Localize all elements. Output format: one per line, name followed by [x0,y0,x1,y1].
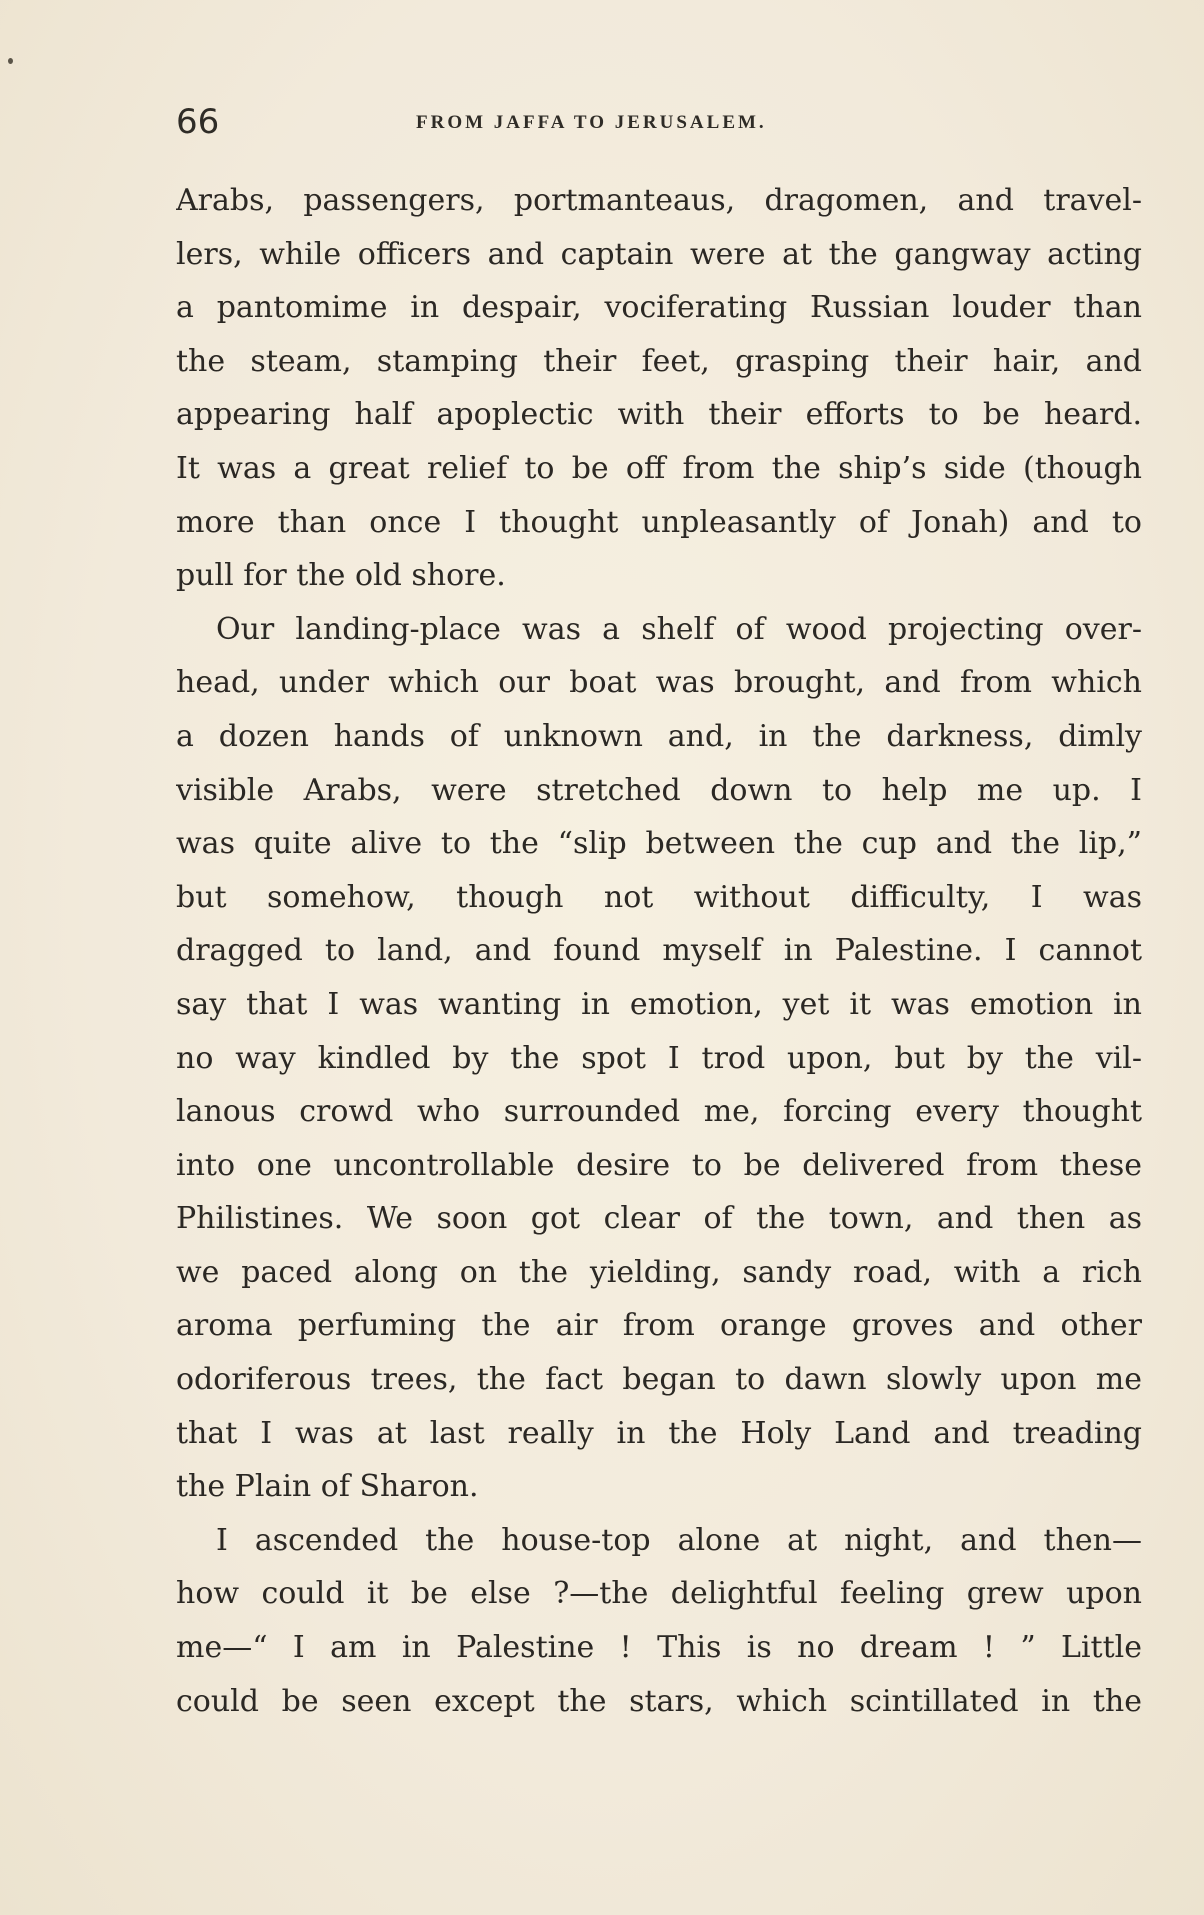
page-header [176,100,1142,144]
text-line: a dozen hands of unknown and, in the darkness, dimly [176,718,1142,754]
text-line: aroma perfuming the air from orange groves and other [176,1308,1142,1344]
ink-speck [8,58,13,64]
text-line: we paced along on the yielding, sandy road, with a rich [176,1254,1142,1290]
text-line: me—“ I am in Palestine ! This is no dream ! ” Little [176,1630,1142,1666]
text-line: head, under which our boat was brought, and from which [176,665,1142,701]
text-line: into one uncontrollable desire to be delivered from these [176,1147,1142,1183]
text-line: lers, while officers and captain were at the gangway acting [176,236,1142,272]
text-line: Arabs, passengers, portmanteaus, dragomen, and travel- [176,183,1142,218]
text-line: It was a great relief to be off from the ship’s side (though [176,450,1142,486]
text-line: could be seen except the stars, which scintillated in the [176,1683,1142,1719]
text-line: odoriferous trees, the fact began to dawn slowly upon me [176,1362,1142,1398]
text-line: lanous crowd who surrounded me, forcing every thought [176,1094,1142,1130]
text-line: the Plain of Sharon. [176,1469,479,1505]
page-number: 66 [176,102,220,142]
text-line: visible Arabs, were stretched down to help me up. I [176,772,1142,808]
text-line: was quite alive to the “slip between the cup and the lip,” [176,826,1142,862]
text-line: pull for the old shore. [176,558,506,594]
text-line: say that I was wanting in emotion, yet it was emotion in [176,986,1142,1022]
text-line: no way kindled by the spot I trod upon, but by the vil- [176,1040,1142,1076]
text-line: that I was at last really in the Holy Land and treading [176,1415,1142,1451]
text-line: Our landing-place was a shelf of wood projecting over- [216,611,1142,647]
text-line: Philistines. We soon got clear of the town, and then as [176,1201,1142,1237]
text-line: the steam, stamping their feet, grasping their hair, and [176,343,1142,379]
text-line: appearing half apoplectic with their efforts to be heard. [176,397,1142,433]
running-title: FROM JAFFA TO JERUSALEM. [416,112,767,133]
body-text [176,174,1142,1728]
text-line: a pantomime in despair, vociferating Russian louder than [176,290,1142,326]
text-line: more than once I thought unpleasantly of Jonah) and to [176,504,1142,540]
text-line: I ascended the house-top alone at night, and then— [216,1522,1142,1558]
text-line: how could it be else ?—the delightful feeling grew upon [176,1576,1142,1612]
text-line: but somehow, though not without difficulty, I was [176,879,1142,915]
text-line: dragged to land, and found myself in Palestine. I cannot [176,933,1142,969]
